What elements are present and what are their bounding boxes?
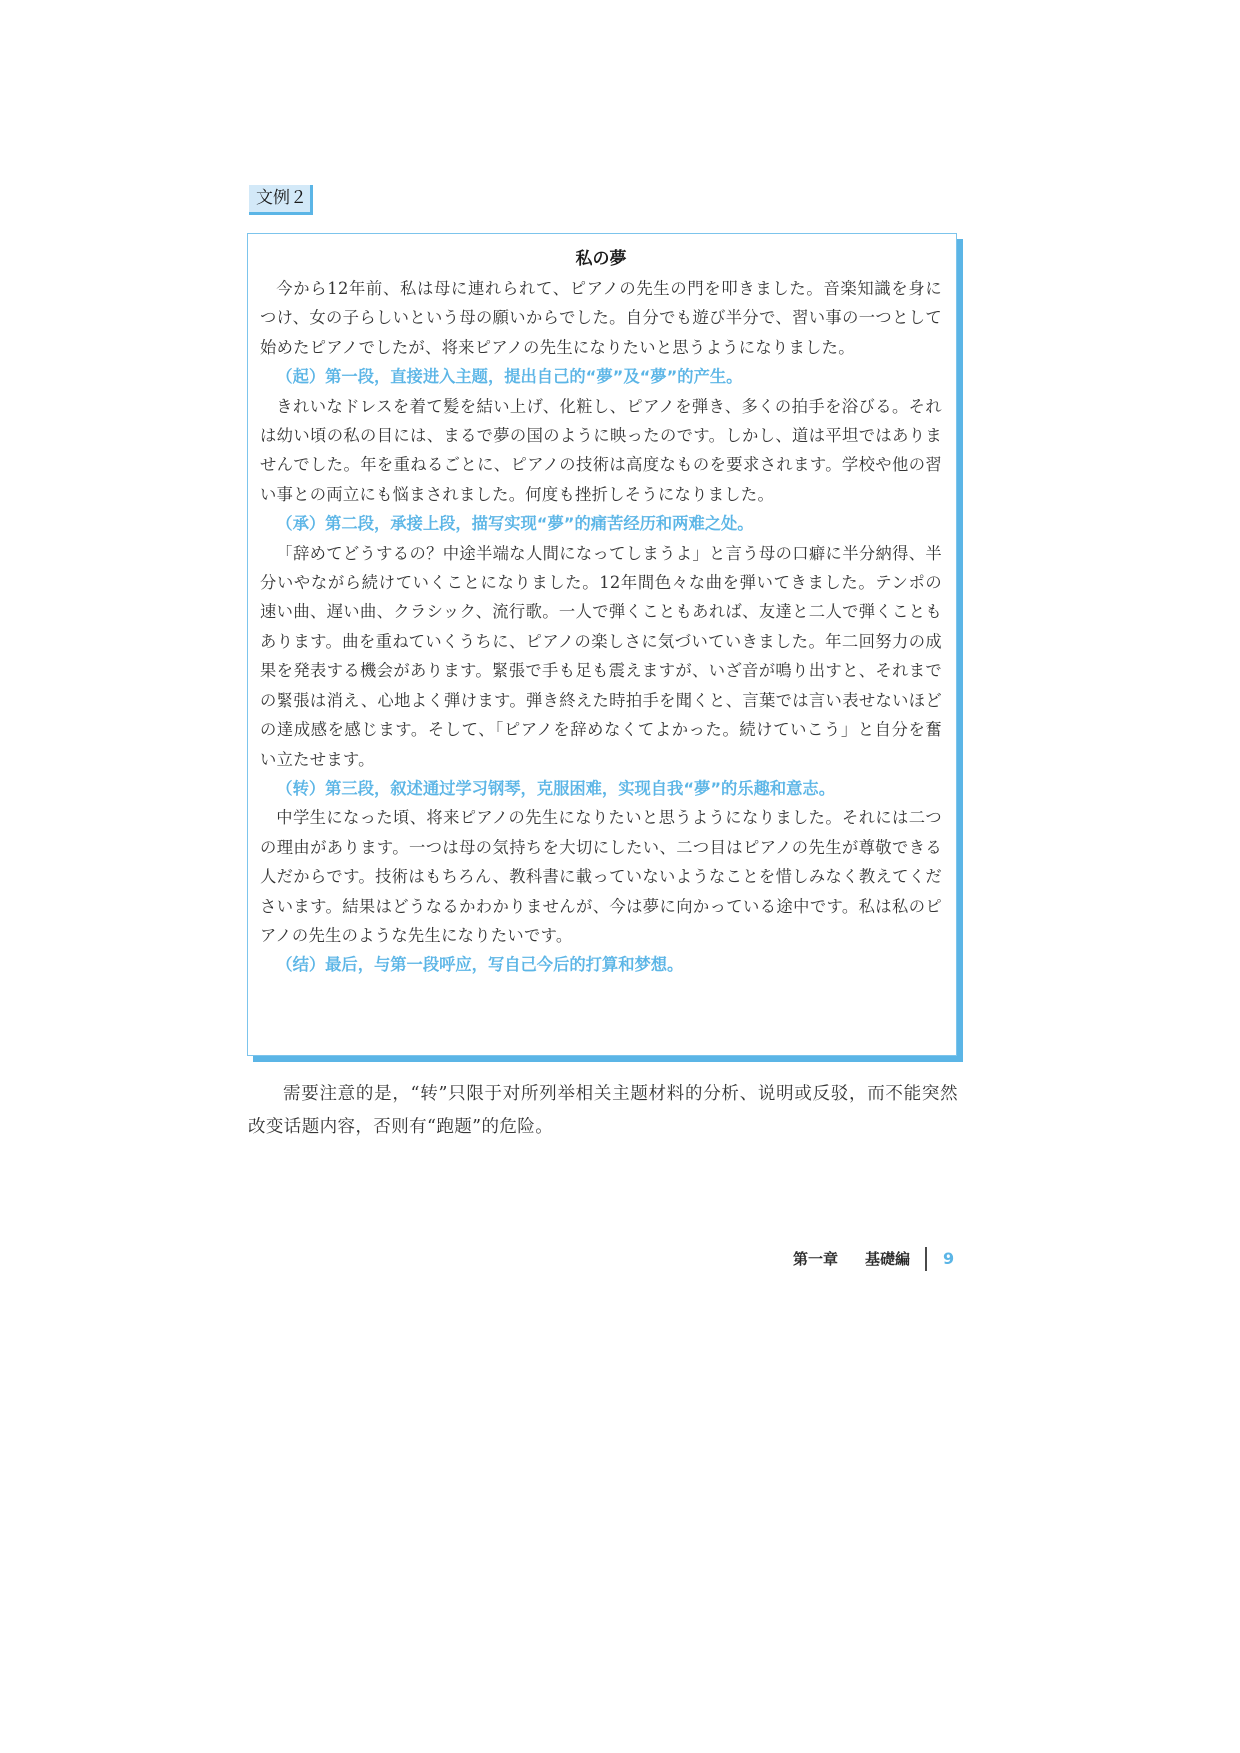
essay-paragraph-1: 今から12年前、私は母に連れられて、ピアノの先生の門を叩きました。音楽知識を身につけ、女の子らしいという母の願いからでした。自分でも遊び半分で、習い事の一つとして始めたピアノでしたが、将来ピアノの先生になりたいと思うようになりました。 [260, 279, 942, 357]
page-footer [700, 1244, 960, 1274]
footer-divider [925, 1247, 927, 1271]
essay-title: 私の夢 [575, 249, 627, 269]
explanatory-text: 需要注意的是，“转”只限于对所列举相关主题材料的分析、说明或反驳，而不能突然改变话题内容，否则有“跑题”的危险。 [248, 1084, 958, 1137]
page-number: 9 [943, 1249, 955, 1268]
essay-paragraph-3: 「辞めてどうするの？中途半端な人間になってしまうよ」と言う母の口癖に半分納得、半分いやながら続けていくことになりました。12年間色々な曲を弾いてきました。テンポの速い曲、遅い曲、クラシック、流行歌。一人で弾くこともあれば、友達と二人で弾くこともあります。曲を重ねていくうちに、ピアノの楽しさに気づいていきました。年二回努力の成果を発表する機会があります。緊張で手も足も震えますが、いざ音が鳴り出すと、それまでの緊張は消え、心地よく弾けます。弾き終えた時拍手を聞くと、言葉では言い表せないほどの達成感を感じます。そして、「ピアノを辞めなくてよかった。続けていこう」と自分を奮い立たせます。 [260, 543, 942, 769]
essay-note-2: （承）第二段，承接上段，描写实现“夢”的痛苦经历和两难之处。 [276, 514, 754, 534]
essay-paragraph-4: 中学生になった頃、将来ピアノの先生になりたいと思うようになりました。それには二つの理由があります。一つは母の気持ちを大切にしたい、二つ目はピアノの先生が尊敬できる人だからです。技術はもちろん、教科書に載っていないようなことを惜しみなく教えてくださいます。結果はどうなるかわかりませんが、今は夢に向かっている途中です。私は私のピアノの先生のような先生になりたいです。 [260, 808, 942, 945]
essay-note-4: （结）最后，与第一段呼应，写自己今后的打算和梦想。 [276, 955, 684, 975]
example-label: 文例２ [249, 185, 313, 215]
footer-part: 基礎編 [865, 1250, 911, 1268]
essay-box [247, 233, 957, 1056]
essay-note-1: （起）第一段，直接进入主题，提出自己的“夢”及“夢”的产生。 [276, 367, 743, 387]
essay-paragraph-2: きれいなドレスを着て髪を結い上げ、化粧し、ピアノを弾き、多くの拍手を浴びる。それは幼い頃の私の目には、まるで夢の国のように映ったのです。しかし、道は平坦ではありませんでした。年を重ねるごとに、ピアノの技術は高度なものを要求されます。学校や他の習い事との両立にも悩まされました。何度も挫折しそうになりました。 [260, 396, 942, 504]
footer-chapter: 第一章 [793, 1250, 839, 1268]
essay-note-3: （转）第三段，叙述通过学习钢琴，克服困难，实现自我“夢”的乐趣和意志。 [276, 778, 835, 798]
